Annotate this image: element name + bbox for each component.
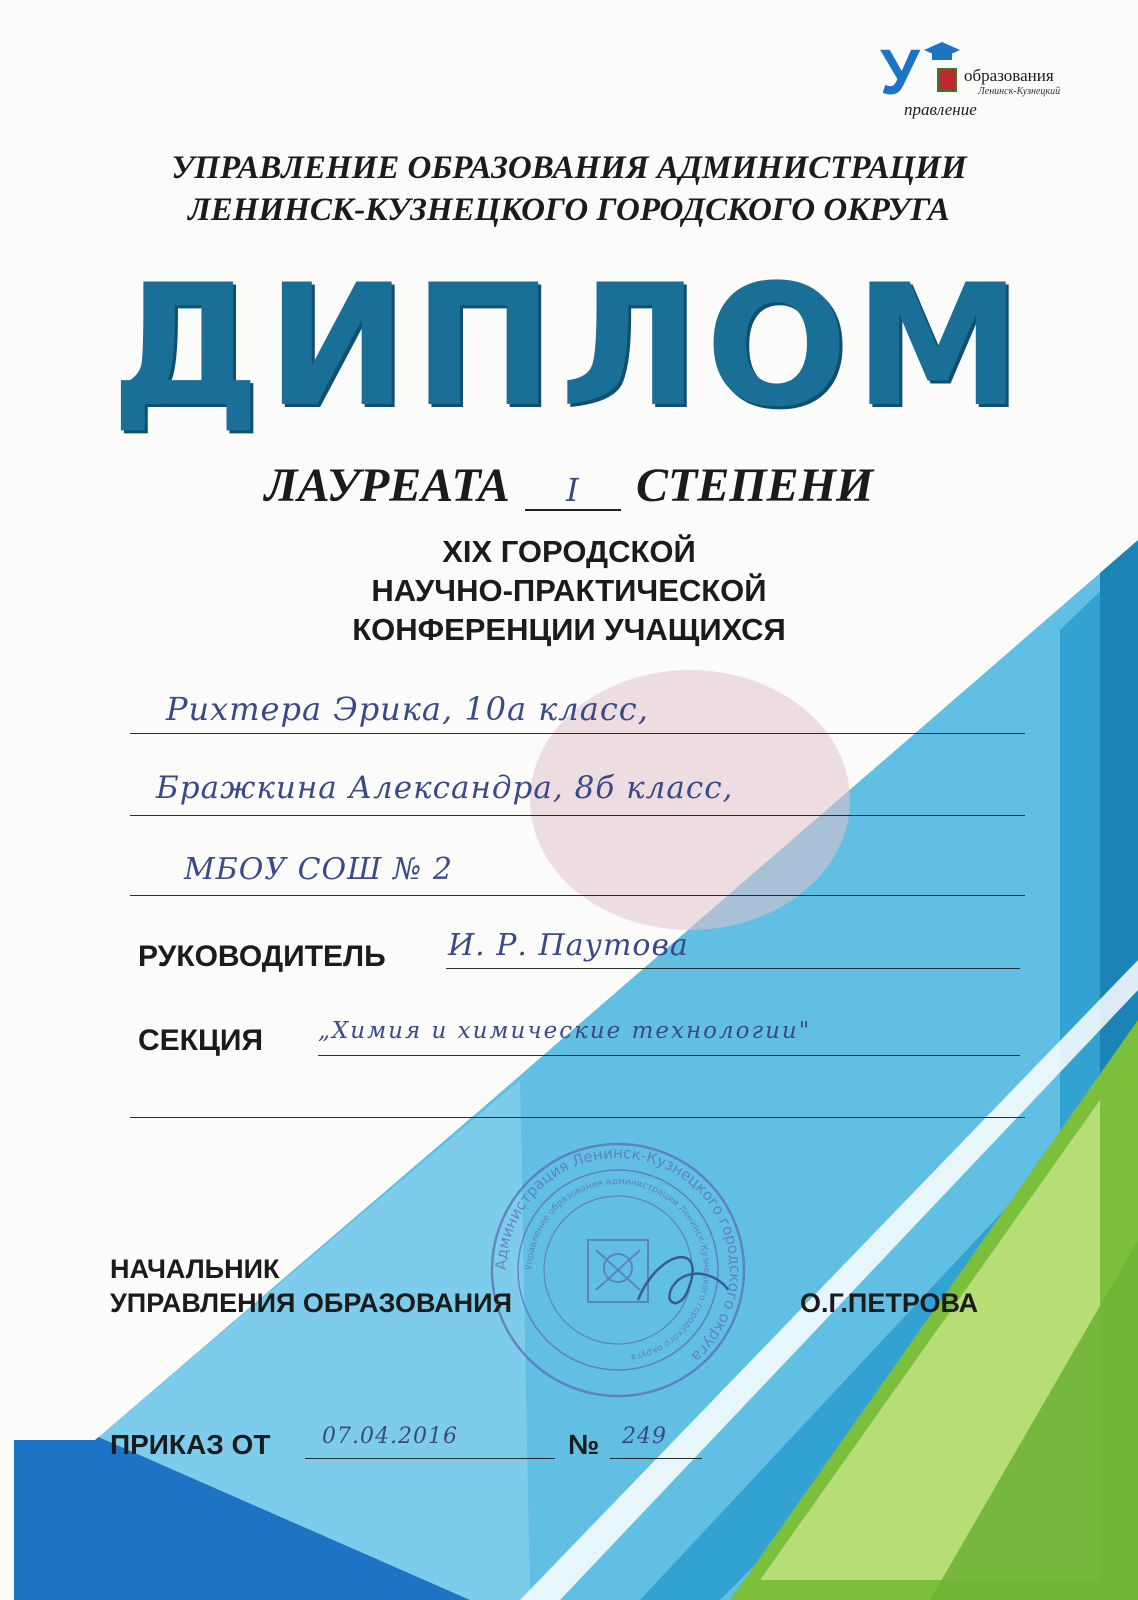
rule-2	[130, 815, 1025, 816]
rule-extra	[130, 1117, 1025, 1118]
signatory-title-1: НАЧАЛЬНИК	[110, 1254, 280, 1284]
page-title: ДИПЛОМ	[110, 248, 1028, 444]
logo	[880, 36, 1080, 120]
signatory-name: О.Г.ПЕТРОВА	[800, 1288, 979, 1318]
degree-line	[0, 458, 1138, 513]
stamp-outer-text: Администрация Ленинск-Кузнецкого городского округа	[491, 1143, 745, 1366]
order-label: ПРИКАЗ ОТ	[110, 1429, 271, 1460]
conference-line-3: КОНФЕРЕНЦИИ УЧАЩИХСЯ	[352, 612, 786, 647]
signatory-title-2: УПРАВЛЕНИЯ ОБРАЗОВАНИЯ	[110, 1288, 512, 1318]
degree-value: I	[566, 471, 580, 509]
supervisor-value: И. Р. Паутова	[448, 928, 689, 963]
rule-order-date	[305, 1458, 555, 1459]
official-stamp	[488, 1140, 748, 1400]
city-emblem-icon	[937, 68, 957, 92]
degree-suffix: СТЕПЕНИ	[635, 459, 874, 512]
header-line-1: УПРАВЛЕНИЕ ОБРАЗОВАНИЯ АДМИНИСТРАЦИИ	[171, 150, 967, 186]
recipient-line-2: Бражкина Александра, 8б класс,	[156, 770, 734, 806]
rule-1	[130, 733, 1025, 734]
stamp-emblem-icon	[588, 1240, 648, 1302]
rule-order-number	[610, 1458, 702, 1459]
recipient-line-3: МБОУ СОШ № 2	[184, 852, 453, 887]
supervisor-label: РУКОВОДИТЕЛЬ	[138, 940, 386, 973]
rule-supervisor	[446, 968, 1020, 969]
section-label: СЕКЦИЯ	[138, 1024, 264, 1057]
logo-letter: У	[880, 36, 920, 108]
degree-blank	[525, 471, 621, 511]
logo-word-bottom: правление	[904, 100, 977, 119]
conference-line-2: НАУЧНО-ПРАКТИЧЕСКОЙ	[371, 573, 767, 608]
degree-prefix: ЛАУРЕАТА	[264, 459, 510, 512]
recipient-line-1: Рихтера Эрика, 10а класс,	[166, 690, 649, 728]
header-line-2: ЛЕНИНСК-КУЗНЕЦКОГО ГОРОДСКОГО ОКРУГА	[188, 192, 950, 228]
rule-3	[130, 895, 1025, 896]
order-date: 07.04.2016	[322, 1424, 458, 1449]
rule-section	[318, 1055, 1020, 1056]
section-value: „Химия и химические технологии"	[318, 1018, 812, 1044]
graduation-cap-icon	[922, 40, 962, 64]
order-number-label: №	[568, 1429, 600, 1460]
logo-word-top: образования	[964, 66, 1054, 85]
stamp-inner-text: Управление образования администрации Ленинск-Кузнецкого городского округа	[524, 1176, 712, 1363]
order-number: 249	[622, 1424, 667, 1449]
logo-city: Ленинск-Кузнецкий	[978, 86, 1061, 97]
conference-line-1: XIX ГОРОДСКОЙ	[442, 534, 696, 569]
